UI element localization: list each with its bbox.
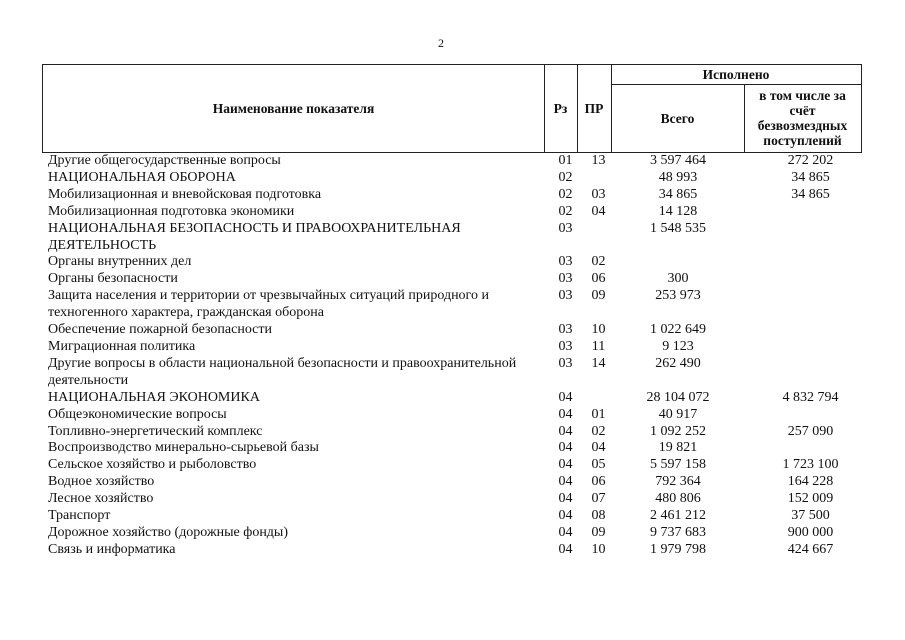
table-row (48, 508, 868, 525)
row-total: 262 490 (655, 355, 701, 371)
row-pr: 10 (591, 322, 606, 338)
table-row (48, 424, 868, 441)
row-rz: 04 (558, 389, 573, 405)
row-total: 1 548 535 (650, 220, 706, 236)
table-row (48, 170, 868, 187)
row-rz: 02 (558, 203, 573, 219)
table-row (48, 356, 868, 390)
table-row (48, 440, 868, 457)
table-row (48, 339, 868, 356)
row-total: 3 597 464 (650, 153, 706, 168)
row-name: Мобилизационная подготовка экономики (48, 203, 295, 219)
row-pr: 10 (591, 541, 606, 557)
row-total: 34 865 (658, 186, 698, 202)
row-free-receipts: 34 865 (791, 169, 830, 185)
table-row (48, 457, 868, 474)
table-row (48, 542, 868, 559)
row-free-receipts: 272 202 (787, 153, 834, 168)
header-rz: Рз (553, 101, 568, 116)
row-pr: 06 (591, 474, 606, 490)
row-name: НАЦИОНАЛЬНАЯ БЕЗОПАСНОСТЬ И ПРАВООХРАНИТЕЛЬНАЯ ДЕЯТЕЛЬНОСТЬ (48, 220, 461, 253)
row-pr: 04 (591, 440, 606, 456)
row-total: 48 993 (658, 169, 698, 185)
row-total: 9 737 683 (650, 524, 706, 540)
row-rz: 04 (558, 457, 573, 473)
table-row (48, 271, 868, 288)
row-rz: 04 (558, 508, 573, 524)
row-total: 253 973 (655, 288, 701, 304)
table-row (48, 407, 868, 424)
row-free-receipts: 4 832 794 (782, 389, 839, 405)
row-name: Органы безопасности (48, 271, 178, 287)
row-pr: 06 (591, 271, 606, 287)
row-pr: 01 (591, 406, 606, 422)
row-total: 2 461 212 (650, 508, 706, 524)
table-row (48, 204, 868, 221)
table-row (48, 322, 868, 339)
row-rz: 03 (558, 355, 573, 371)
row-name: Другие общегосударственные вопросы (48, 153, 281, 168)
row-pr: 02 (591, 254, 606, 270)
row-name: Миграционная политика (48, 338, 196, 354)
row-free-receipts: 34 865 (791, 186, 830, 202)
row-free-receipts: 37 500 (791, 508, 830, 524)
row-name: Транспорт (48, 508, 111, 524)
header-name: Наименование показателя (212, 101, 375, 116)
table-row (48, 525, 868, 542)
row-name: Дорожное хозяйство (дорожные фонды) (48, 524, 289, 540)
row-rz: 03 (558, 322, 573, 338)
row-name: Мобилизационная и вневойсковая подготовка (48, 186, 322, 202)
row-name: Обеспечение пожарной безопасности (48, 322, 273, 338)
row-rz: 04 (558, 524, 573, 540)
row-total: 1 022 649 (650, 322, 706, 338)
row-name: Сельское хозяйство и рыболовство (48, 457, 257, 473)
row-rz: 02 (558, 186, 573, 202)
row-free-receipts: 424 667 (787, 541, 834, 557)
row-free-receipts: 1 723 100 (782, 457, 839, 473)
table-row (48, 153, 868, 170)
row-pr: 09 (591, 288, 606, 304)
row-total: 19 821 (658, 440, 698, 456)
row-free-receipts: 152 009 (787, 491, 834, 507)
row-rz: 04 (558, 541, 573, 557)
row-rz: 03 (558, 271, 573, 287)
row-pr: 03 (591, 186, 606, 202)
row-rz: 04 (558, 440, 573, 456)
table-row (48, 187, 868, 204)
row-rz: 03 (558, 254, 573, 270)
header-pr: ПР (584, 101, 604, 116)
row-pr: 13 (591, 153, 606, 168)
row-total: 9 123 (662, 338, 694, 354)
row-total: 28 104 072 (646, 389, 710, 405)
row-name: Общеэкономические вопросы (48, 406, 227, 422)
row-pr: 11 (591, 338, 606, 354)
row-name: Связь и информатика (48, 541, 176, 557)
header-free-receipts: в том числе за счёт безвозмездных поступлений (757, 88, 848, 148)
row-name: НАЦИОНАЛЬНАЯ ОБОРОНА (48, 169, 236, 185)
row-total: 792 364 (655, 474, 701, 490)
row-name: Воспроизводство минерально-сырьевой базы (48, 440, 319, 456)
row-name: Другие вопросы в области национальной безопасности и правоохранительной деятельности (48, 355, 517, 388)
row-rz: 03 (558, 338, 573, 354)
row-total: 14 128 (658, 203, 698, 219)
header-executed: Исполнено (702, 67, 770, 82)
table-row (48, 288, 868, 322)
row-rz: 04 (558, 406, 573, 422)
row-rz: 04 (558, 474, 573, 490)
row-total: 1 092 252 (650, 423, 706, 439)
row-name: Лесное хозяйство (48, 491, 154, 507)
row-name: Защита населения и территории от чрезвычайных ситуаций природного и техногенного характера, гражданская оборона (48, 288, 489, 321)
row-name: Топливно-энергетический комплекс (48, 423, 263, 439)
row-rz: 01 (558, 153, 573, 168)
row-rz: 03 (558, 220, 573, 236)
row-free-receipts: 900 000 (787, 524, 834, 540)
row-rz: 03 (558, 288, 573, 304)
row-total: 300 (667, 271, 689, 287)
header-total: Всего (660, 110, 695, 126)
row-rz: 02 (558, 169, 573, 185)
row-pr: 08 (591, 508, 606, 524)
row-name: Водное хозяйство (48, 474, 155, 490)
page-number: 2 (438, 36, 444, 50)
row-free-receipts: 164 228 (787, 474, 834, 490)
table-row (48, 221, 868, 255)
row-pr: 02 (591, 423, 606, 439)
row-total: 5 597 158 (650, 457, 706, 473)
row-total: 480 806 (655, 491, 701, 507)
table-row (48, 390, 868, 407)
row-free-receipts: 257 090 (787, 423, 834, 439)
row-total: 40 917 (658, 406, 698, 422)
row-rz: 04 (558, 491, 573, 507)
row-name: НАЦИОНАЛЬНАЯ ЭКОНОМИКА (48, 389, 260, 405)
table-header (42, 64, 862, 153)
row-pr: 07 (591, 491, 606, 507)
table-row (48, 491, 868, 508)
row-total: 1 979 798 (650, 541, 706, 557)
row-pr: 09 (591, 524, 606, 540)
row-pr: 14 (591, 355, 606, 371)
table-row (48, 474, 868, 491)
row-name: Органы внутренних дел (48, 254, 192, 270)
row-pr: 05 (591, 457, 606, 473)
table-row (48, 254, 868, 271)
row-pr: 04 (591, 203, 606, 219)
row-rz: 04 (558, 423, 573, 439)
table-body (48, 153, 868, 559)
